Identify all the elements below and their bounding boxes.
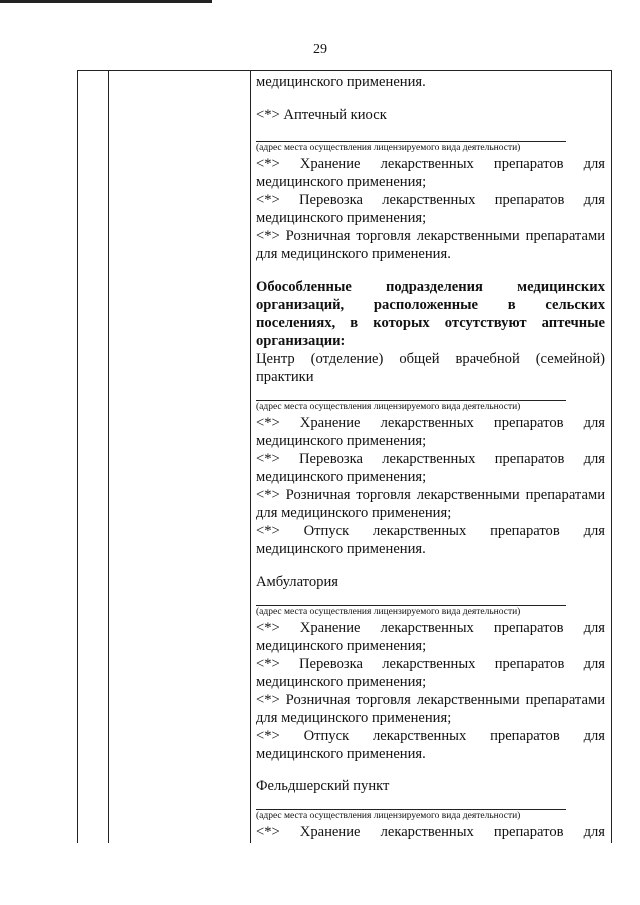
facility-title: Амбулатория bbox=[256, 574, 338, 590]
text-line: медицинского применения; bbox=[256, 638, 427, 654]
text-line: <*> Розничная торговля лекарственными препаратами bbox=[256, 487, 605, 503]
section-heading: поселениях, в которых отсутствуют аптечные bbox=[256, 315, 605, 331]
text-line: <*> Перевозка лекарственных препаратов для bbox=[256, 656, 605, 672]
license-table bbox=[77, 70, 612, 843]
text-line: медицинского применения; bbox=[256, 433, 427, 449]
text-line: для медицинского применения; bbox=[256, 505, 452, 521]
text-line: для медицинского применения; bbox=[256, 710, 452, 726]
text-line: <*> Перевозка лекарственных препаратов для bbox=[256, 192, 605, 208]
text-line: медицинского применения; bbox=[256, 674, 427, 690]
address-caption: (адрес места осуществления лицензируемого вида деятельности) bbox=[256, 809, 566, 822]
text-line: медицинского применения. bbox=[256, 74, 426, 90]
text-line: медицинского применения; bbox=[256, 210, 427, 226]
section-heading: организации: bbox=[256, 333, 346, 349]
text-line: <*> Отпуск лекарственных препаратов для bbox=[256, 523, 605, 539]
text-line: <*> Хранение лекарственных препаратов для bbox=[256, 824, 605, 840]
facility-title: Фельдшерский пункт bbox=[256, 778, 390, 794]
text-line: <*> Розничная торговля лекарственными препаратами bbox=[256, 228, 605, 244]
top-rule bbox=[0, 0, 212, 3]
section-heading: Обособленные подразделения медицинских bbox=[256, 279, 605, 295]
section-heading: организаций, расположенные в сельских bbox=[256, 297, 605, 313]
text-line: медицинского применения. bbox=[256, 746, 426, 762]
address-caption: (адрес места осуществления лицензируемого вида деятельности) bbox=[256, 605, 566, 618]
text-line: <*> Перевозка лекарственных препаратов для bbox=[256, 451, 605, 467]
facility-title: практики bbox=[256, 369, 314, 385]
text-line: <*> Хранение лекарственных препаратов для bbox=[256, 156, 605, 172]
page-number: 29 bbox=[313, 42, 327, 57]
text-line: <*> Хранение лекарственных препаратов для bbox=[256, 620, 605, 636]
text-line: <*> Хранение лекарственных препаратов для bbox=[256, 415, 605, 431]
text-line: медицинского применения; bbox=[256, 469, 427, 485]
text-line: медицинского применения; bbox=[256, 174, 427, 190]
column-divider-2 bbox=[250, 71, 251, 843]
address-caption: (адрес места осуществления лицензируемого вида деятельности) bbox=[256, 141, 566, 154]
facility-title: <*> Аптечный киоск bbox=[256, 107, 387, 123]
facility-title: Центр (отделение) общей врачебной (семейной) bbox=[256, 351, 605, 367]
text-line: <*> Отпуск лекарственных препаратов для bbox=[256, 728, 605, 744]
text-line: для медицинского применения. bbox=[256, 246, 451, 262]
text-line: <*> Розничная торговля лекарственными препаратами bbox=[256, 692, 605, 708]
address-caption: (адрес места осуществления лицензируемого вида деятельности) bbox=[256, 400, 566, 413]
text-line: медицинского применения. bbox=[256, 541, 426, 557]
column-divider-1 bbox=[108, 71, 109, 843]
